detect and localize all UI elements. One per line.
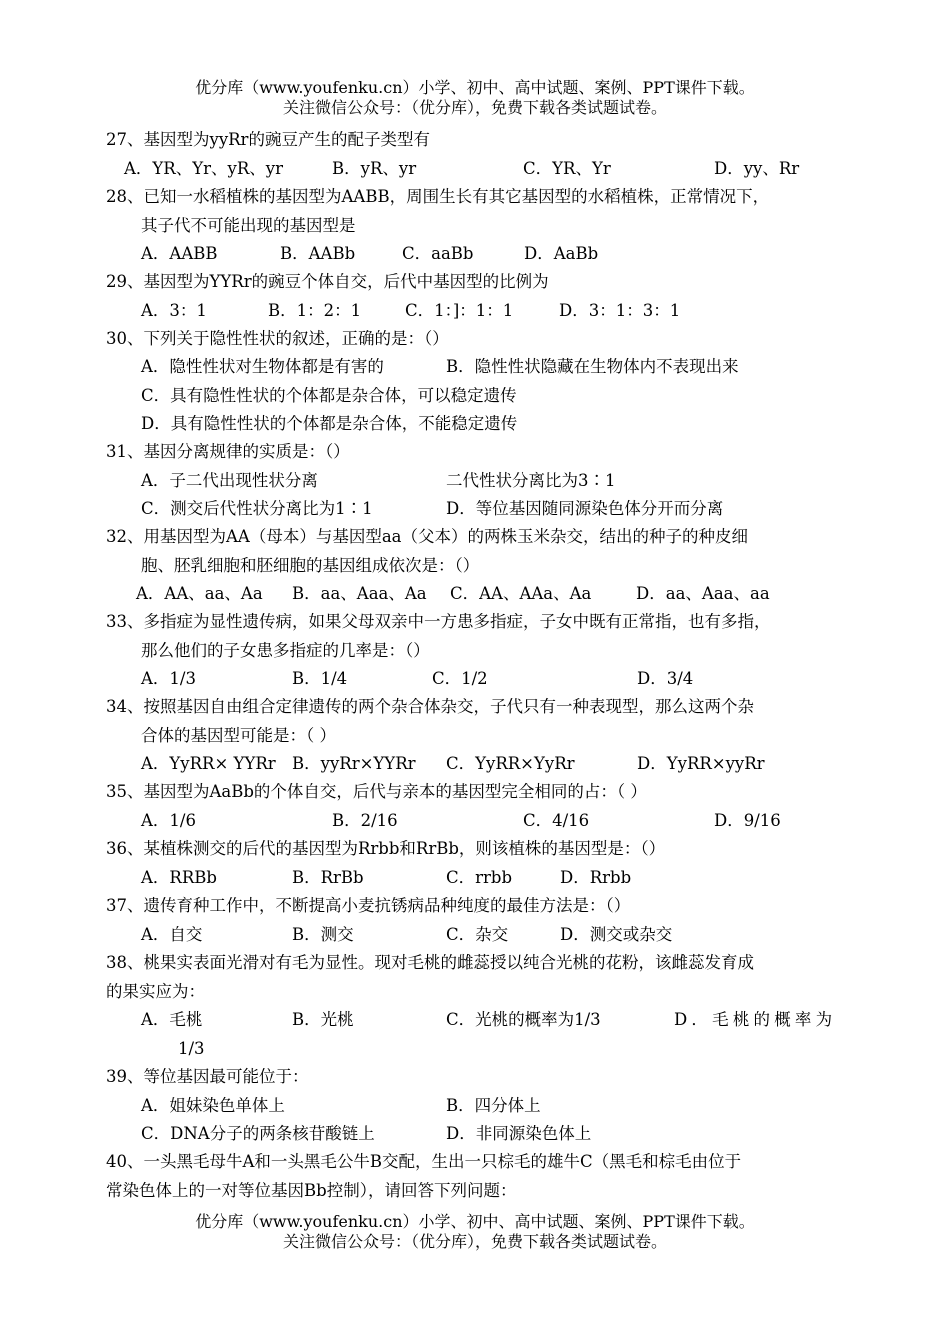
q32-option-b: B．aa、Aaa、Aa [292,584,427,603]
q37-option-d: D．测交或杂交 [560,925,673,944]
question-38-stem: 38、桃果实表面光滑对有毛为显性。现对毛桃的雌蕊授以纯合光桃的花粉，该雌蕊发育成 [106,953,754,972]
q34-option-b: B．yyRr×YYRr [292,754,416,773]
question-31-stem: 31、基因分离规律的实质是：（） [106,442,350,461]
q39-option-a: A．姐妹染色单体上 [141,1096,285,1115]
q27-option-d: D．yy、Rr [714,159,800,178]
q36-option-a: A．RRBb [141,868,217,887]
q28-option-d: D．AaBb [524,244,599,263]
q30-option-b: B．隐性性状隐藏在生物体内不表现出来 [446,357,739,376]
q36-option-b: B．RrBb [292,868,364,887]
question-37-stem: 37、遗传育种工作中，不断提高小麦抗锈病品种纯度的最佳方法是：（） [106,896,631,915]
q35-option-d: D．9/16 [714,811,781,830]
q29-option-c: C．1：]：1：1 [405,301,514,320]
q27-option-a: A．YR、Yr、yR、yr [124,159,283,178]
q31-option-a: A．子二代出现性状分离 [141,471,318,490]
q31-option-c: C．测交后代性状分离比为1∶1 [141,499,373,518]
q37-option-a: A．自交 [141,925,203,944]
q33-option-b: B．1/4 [292,669,348,688]
question-32-stem-cont: 胞、胚乳细胞和胚细胞的基因组成依次是：（） [141,556,480,575]
q38-option-b: B．光桃 [292,1010,354,1029]
question-34-stem-cont: 合体的基因型可能是：（ ） [141,726,336,745]
footer-line-2: 关注微信公众号：（优分库），免费下载各类试题试卷。 [282,1232,667,1251]
q36-option-d: D．Rrbb [560,868,632,887]
q30-option-a: A．隐性性状对生物体都是有害的 [141,357,384,376]
question-27-stem: 27、基因型为yyRr的豌豆产生的配子类型有 [106,130,430,149]
q33-option-d: D．3/4 [637,669,694,688]
q37-option-b: B．测交 [292,925,354,944]
q32-option-c: C．AA、AAa、Aa [450,584,592,603]
q32-option-a: A．AA、aa、Aa [136,584,263,603]
question-40-stem-cont: 常染色体上的一对等位基因Bb控制），请回答下列问题： [106,1181,517,1200]
question-40-stem: 40、一头黑毛母牛A和一头黑毛公牛B交配，生出一只棕毛的雄牛C（黑毛和棕毛由位于 [106,1152,742,1171]
question-28-stem-cont: 其子代不可能出现的基因型是 [141,216,356,235]
q37-option-c: C．杂交 [446,925,509,944]
q30-option-c: C．具有隐性性状的个体都是杂合体，可以稳定遗传 [141,386,517,405]
q31-option-b: 二代性状分离比为3∶1 [446,471,616,490]
question-34-stem: 34、按照基因自由组合定律遗传的两个杂合体杂交，子代只有一种表现型，那么这两个杂 [106,697,754,716]
footer-line-1: 优分库（www.youfenku.cn）小学、初中、高中试题、案例、PPT课件下载。 [195,1212,755,1231]
header-line-2: 关注微信公众号：（优分库），免费下载各类试题试卷。 [282,98,667,117]
q39-option-b: B．四分体上 [446,1096,541,1115]
q28-option-c: C．aaBb [402,244,474,263]
q32-option-d: D．aa、Aaa、aa [636,584,770,603]
q33-option-a: A．1/3 [141,669,196,688]
question-33-stem: 33、多指症为显性遗传病，如果父母双亲中一方患多指症，子女中既有正常指，也有多指， [106,612,771,631]
q30-option-d: D．具有隐性性状的个体都是杂合体，不能稳定遗传 [141,414,518,433]
q34-option-d: D．YyRR×yyRr [637,754,765,773]
question-28-stem: 28、已知一水稻植株的基因型为AABB，周围生长有其它基因型的水稻植株，正常情况下， [106,187,770,206]
question-29-stem: 29、基因型为YYRr的豌豆个体自交，后代中基因型的比例为 [106,272,549,291]
q36-option-c: C．rrbb [446,868,513,887]
question-38-stem-cont: 的果实应为： [106,982,205,1001]
q39-option-c: C．DNA分子的两条核苷酸链上 [141,1124,375,1143]
question-39-stem: 39、等位基因最可能位于： [106,1067,309,1086]
q28-option-b: B．AABb [280,244,356,263]
q35-option-c: C．4/16 [523,811,590,830]
q38-option-c: C．光桃的概率为1/3 [446,1010,601,1029]
question-35-stem: 35、基因型为AaBb的个体自交，后代与亲本的基因型完全相同的占：（ ） [106,782,647,801]
q34-option-a: A．YyRR× YYRr [141,754,276,773]
question-32-stem: 32、用基因型为AA（母本）与基因型aa（父本）的两株玉米杂交，结出的种子的种皮细 [106,527,749,546]
q29-option-d: D．3：1：3：1 [559,301,681,320]
q33-option-c: C．1/2 [432,669,488,688]
header-line-1: 优分库（www.youfenku.cn）小学、初中、高中试题、案例、PPT课件下载。 [195,78,755,97]
q38-option-a: A．毛桃 [141,1010,203,1029]
q35-option-b: B．2/16 [332,811,398,830]
q28-option-a: A．AABB [141,244,218,263]
q38-option-d-cont: 1/3 [178,1039,205,1058]
q27-option-b: B．yR、yr [332,159,417,178]
q35-option-a: A．1/6 [141,811,196,830]
question-36-stem: 36、某植株测交的后代的基因型为Rrbb和RrBb，则该植株的基因型是：（） [106,839,666,858]
question-33-stem-cont: 那么他们的子女患多指症的几率是：（） [141,641,430,660]
q29-option-b: B．1：2：1 [268,301,362,320]
q29-option-a: A．3：1 [141,301,207,320]
q27-option-c: C．YR、Yr [523,159,611,178]
q31-option-d: D．等位基因随同源染色体分开而分离 [446,499,724,518]
q38-option-d: D．毛桃的概率为 [674,1010,837,1029]
q34-option-c: C．YyRR×YyRr [446,754,575,773]
q39-option-d: D．非同源染色体上 [446,1124,592,1143]
question-30-stem: 30、下列关于隐性性状的叙述，正确的是：（） [106,329,449,348]
